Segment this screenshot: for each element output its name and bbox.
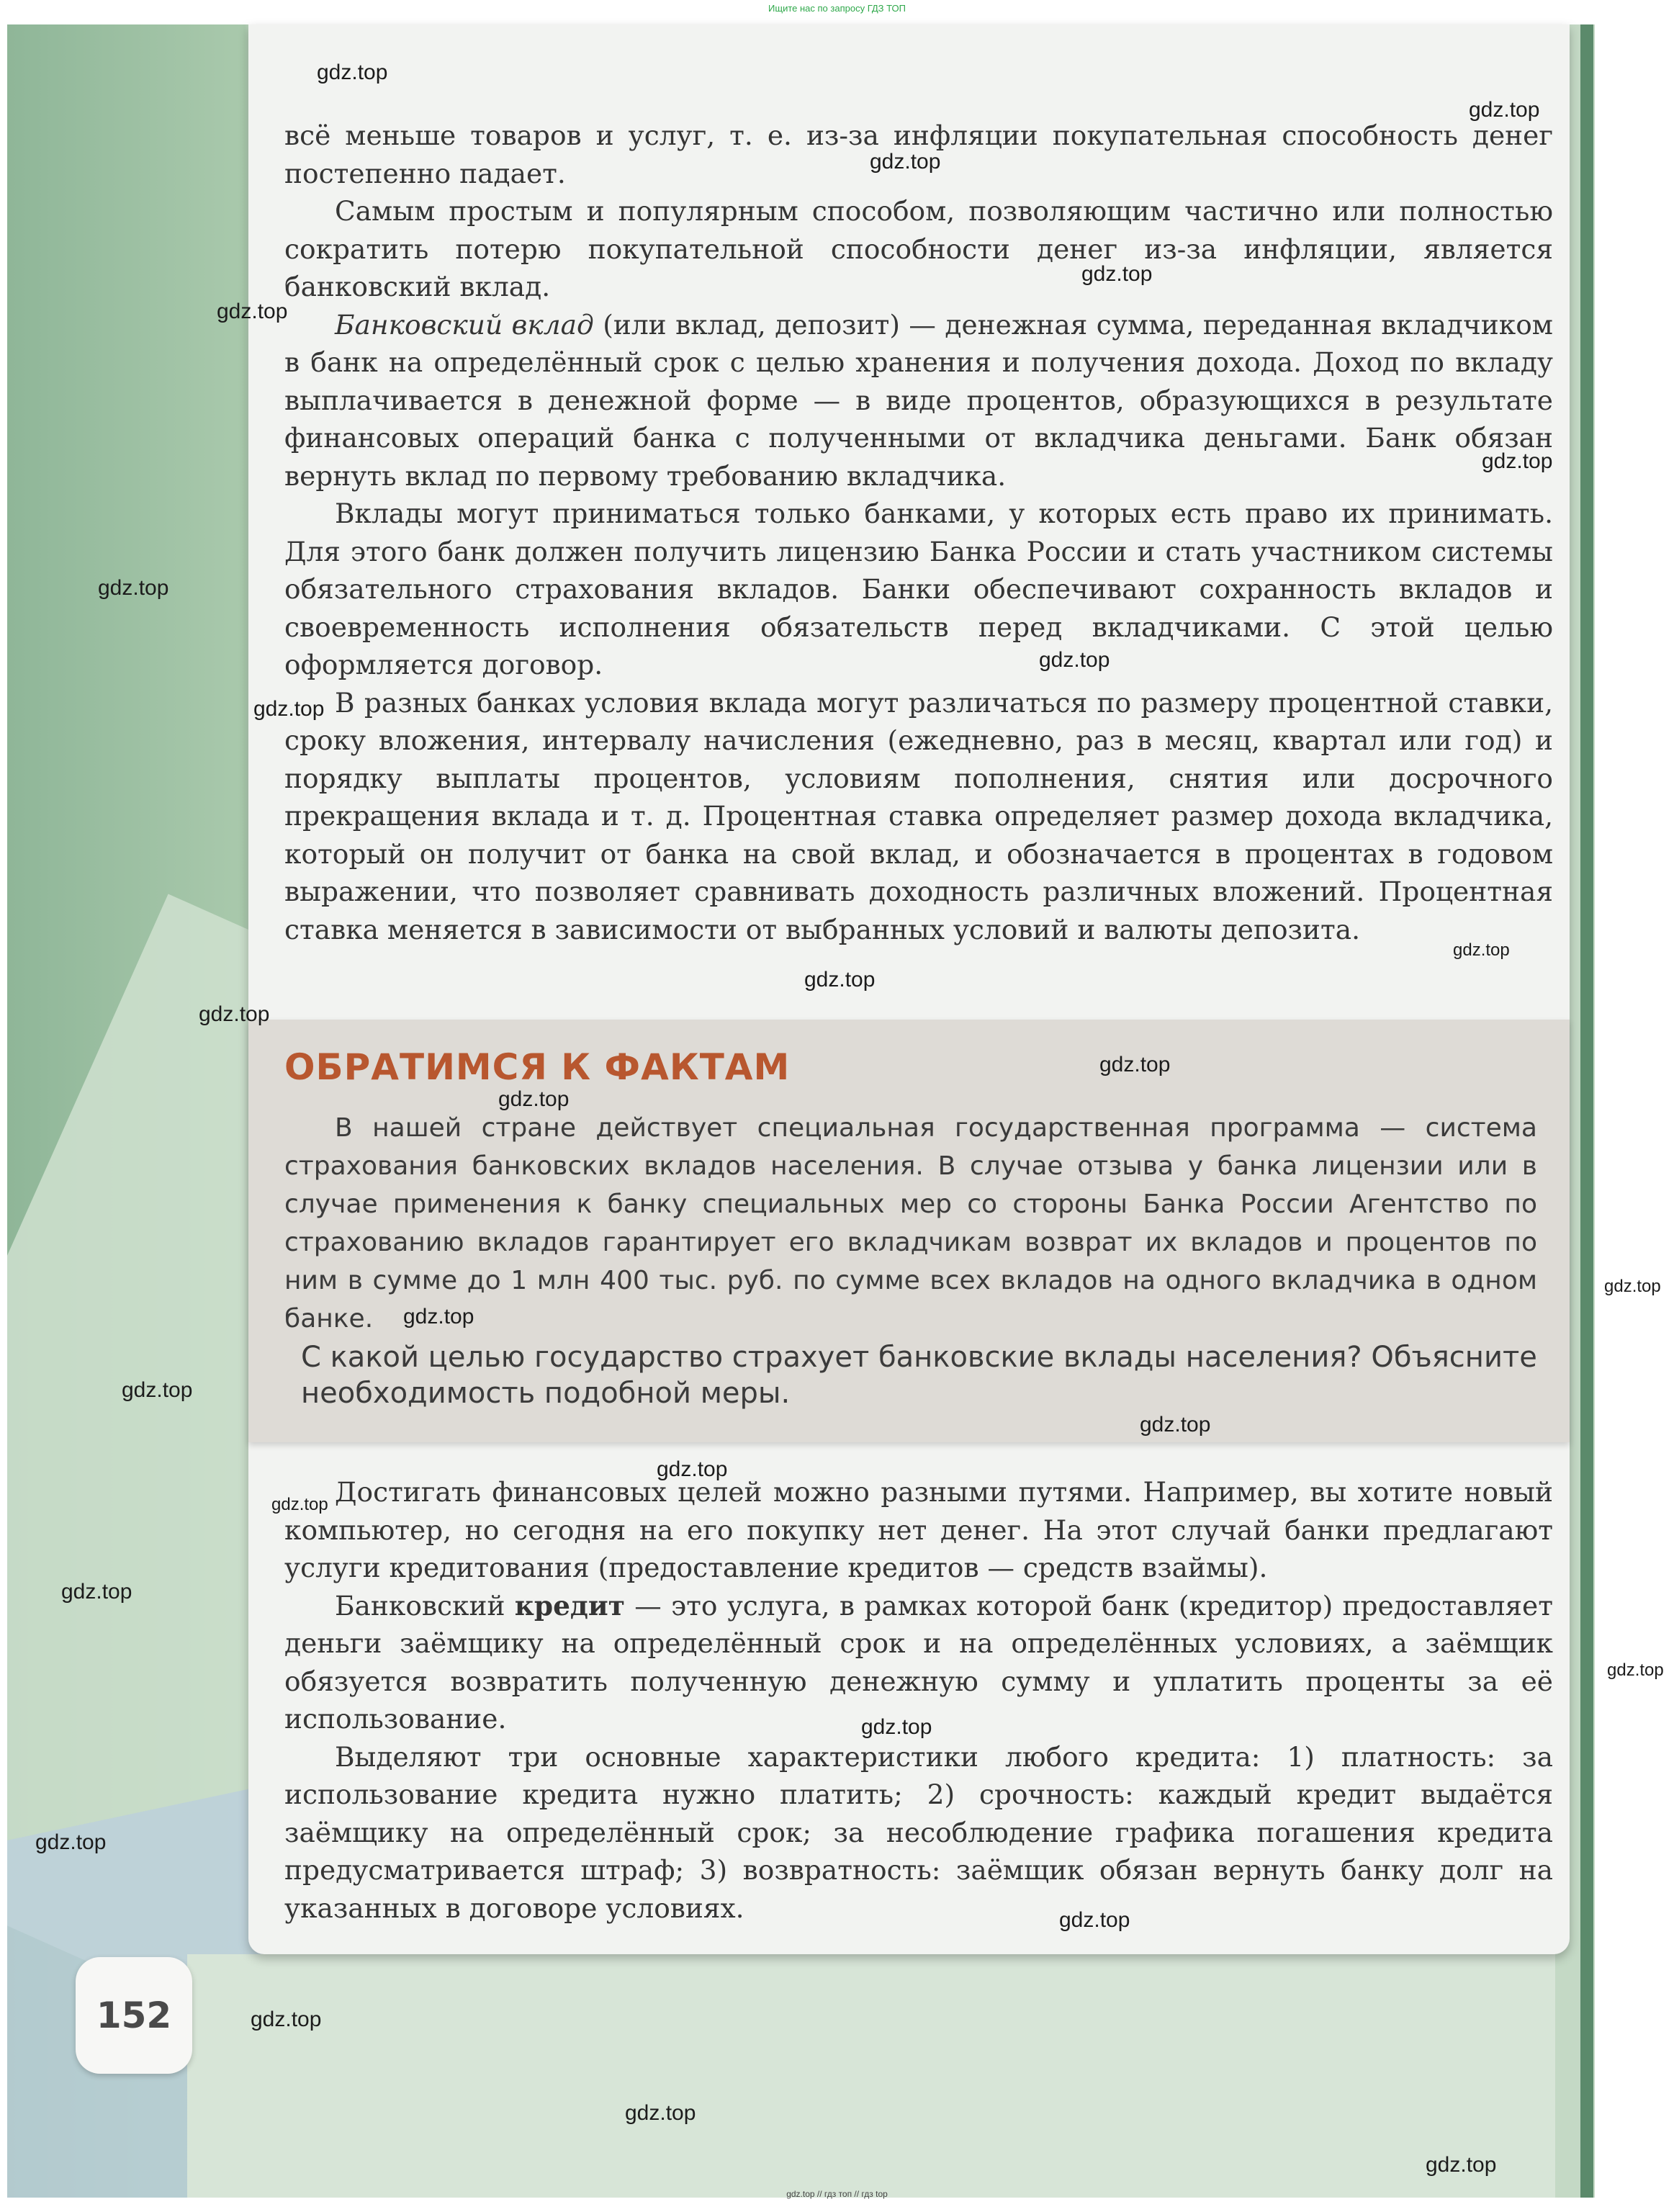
paragraph-5: В разных банках условия вклада могут различаться по размеру процентной ставки, сроку вложения, интервалу начисления (ежедневно, раз в месяц, квартал или год) и порядку выплаты процентов, условиям пополнения, снятия или досрочного прекращения вклада и т. д. Процентная ставка определяет размер дохода вкладчика, который он получит от банка на свой вклад, и обозначается в процентах в годовом выражении, что позволяет сравнивать доходность различных вложений. Процентная ставка меняется в зависимости от выбранных условий и валюты депозита. xyxy=(284,686,1553,945)
text-block-credit xyxy=(284,1473,1553,1927)
watermark: gdz.top xyxy=(861,1715,932,1739)
paragraph-7-text: — это услуга, в рамках которой банк (кредитор) предоставляет деньги заёмщику на определённый срок и на определённых условиях, а заёмщик обязуется возвратить полученную денежную сумму и уплатить проценты за её использование. xyxy=(284,1589,1553,1735)
watermark: gdz.top xyxy=(657,1457,728,1481)
paragraph-3 xyxy=(284,306,1553,495)
watermark: gdz.top xyxy=(1469,98,1540,122)
watermark: gdz.top xyxy=(199,1002,270,1026)
watermark: gdz.top xyxy=(217,300,288,323)
watermark: gdz.top xyxy=(61,1580,132,1604)
page-number: 152 xyxy=(76,1957,192,2074)
watermark: gdz.top xyxy=(251,2008,322,2031)
paragraph-4: Вклады могут приниматься только банками, у которых есть право их принимать. Для этого банк должен получить лицензию Банка России и стать участником системы обязательного страхования вкладов. Банки обеспечивают сохранность вкладов и своевременность исполнения обязательств перед вкладчиками. С этой целью оформляется договор. xyxy=(284,498,1553,680)
paragraph-6: Достигать финансовых целей можно разными путями. Например, вы хотите новый компьютер, но сегодня на его покупку нет денег. На этот случай банки предлагают услуги кредитования (предоставление кредитов — средств взаймы). xyxy=(284,1476,1553,1583)
paragraph-3-text: (или вклад, депозит) — денежная сумма, переданная вкладчиком в банк на определённый срок с целью хранения и получения дохода. Доход по вкладу выплачивается в денежной форме — в виде процентов, образующихся в результате финансовых операций банка с полученными от вкладчика деньгами. Банк обязан вернуть вклад по первому требованию вкладчика. xyxy=(284,308,1553,492)
search-hint: Ищите нас по запросу ГДЗ ТОП xyxy=(768,3,906,14)
watermark: gdz.top xyxy=(317,60,388,84)
paragraph-2: Самым простым и популярным способом, позволяющим частично или полностью сократить потерю покупательной способности денег из-за инфляции, является банковский вклад. xyxy=(284,195,1553,302)
paragraph-1: всё меньше товаров и услуг, т. е. из-за инфляции покупательная способность денег постепенно падает. xyxy=(284,120,1553,189)
watermark: gdz.top xyxy=(1140,1413,1211,1437)
watermark: gdz.top xyxy=(1482,449,1553,473)
watermark: gdz.top xyxy=(35,1830,107,1854)
watermark: gdz.top xyxy=(1039,648,1110,672)
watermark: gdz.top xyxy=(1426,2153,1497,2177)
watermark: gdz.top xyxy=(271,1495,328,1514)
watermark: gdz.top xyxy=(1604,1277,1661,1296)
text-block-deposits xyxy=(284,117,1553,948)
watermark: gdz.top xyxy=(498,1087,570,1111)
facts-body: В нашей стране действует специальная государственная программа — система страхования банковских вкладов населения. В случае отзыва у банка лицензии или в случае применения к банку специальных мер со стороны Банка России Агентство по страхованию вкладов гарантирует его вкладчикам возврат их вкладов и процентов по ним в сумме до 1 млн 400 тыс. руб. по сумме всех вкладов на одного вкладчика в одном банке. xyxy=(284,1113,1537,1334)
footer-credits: gdz.top // гдз топ // гдз top xyxy=(786,2189,888,2199)
watermark: gdz.top xyxy=(870,150,941,174)
paragraph-8: Выделяют три основные характеристики любого кредита: 1) платность: за использование кредита нужно платить; 2) срочность: каждый кредит выдаётся заёмщику на определённый срок; за несоблюдение графика погашения кредита предусматривается штраф; 3) возвратность: заёмщик обязан вернуть банку долг на указанных в договоре условиях. xyxy=(284,1740,1553,1924)
watermark: gdz.top xyxy=(625,2101,696,2125)
watermark: gdz.top xyxy=(1081,262,1153,286)
watermark: gdz.top xyxy=(122,1378,193,1402)
background-bottom-band xyxy=(187,1954,1555,2198)
watermark: gdz.top xyxy=(804,968,876,992)
watermark: gdz.top xyxy=(1059,1908,1130,1932)
term-bank-deposit: Банковский вклад xyxy=(335,308,594,341)
book-spine xyxy=(1580,24,1593,2198)
watermark: gdz.top xyxy=(1099,1053,1171,1076)
watermark: gdz.top xyxy=(98,576,169,600)
watermark: gdz.top xyxy=(1607,1660,1664,1680)
watermark: gdz.top xyxy=(253,697,325,721)
paragraph-7-prefix: Банковский xyxy=(335,1589,515,1622)
facts-title: ОБРАТИМСЯ К ФАКТАМ xyxy=(284,1046,791,1088)
watermark: gdz.top xyxy=(1453,940,1510,960)
term-credit: кредит xyxy=(514,1589,625,1622)
watermark: gdz.top xyxy=(403,1305,474,1328)
facts-question: С какой целью государство страхует банковские вклады населения? Объясните необходимость подобной меры. xyxy=(301,1341,1537,1410)
